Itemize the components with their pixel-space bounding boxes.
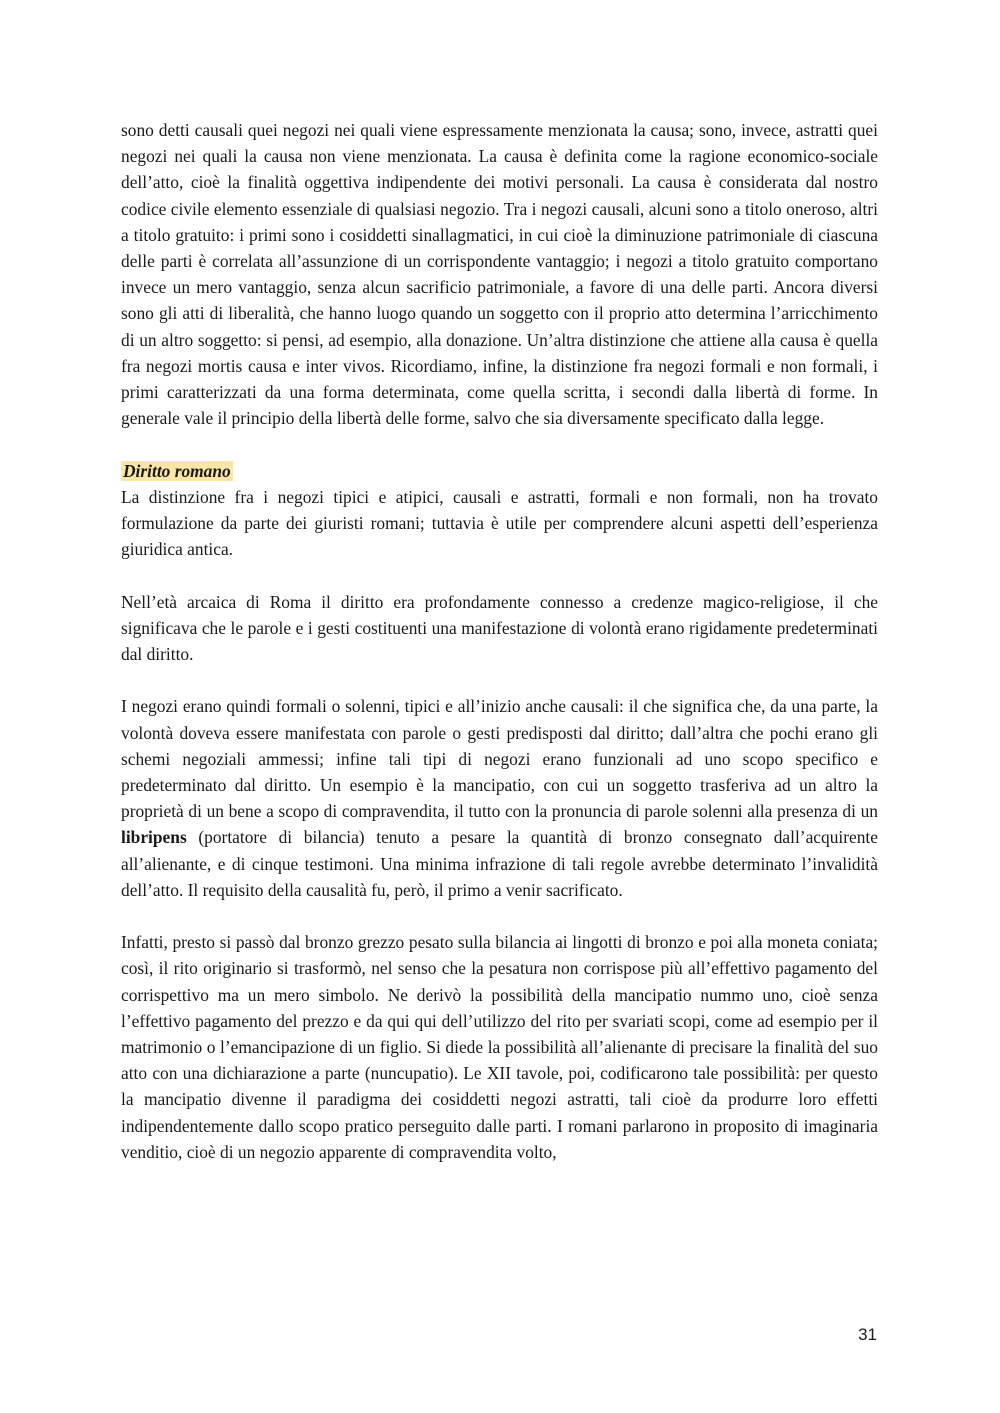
paragraph-causa: sono detti causali quei negozi nei quali viene espressamente menzionata la causa; sono, invece, astratti quei negozi nei quali la causa non viene menzionata. La causa è definita come la ragione economico-sociale dell’atto, cioè la finalità oggettiva indipendente dei motivi personali. La causa è considerata dal nostro codice civile elemento essenziale di qualsiasi negozio. Tra i negozi causali, alcuni sono a titolo oneroso, altri a titolo gratuito: i primi sono i cosiddetti sinallagmatici, in cui cioè la diminuzione patrimoniale di ciascuna delle parti è correlata all’assunzione di un corrispondente vantaggio; i negozi a titolo gratuito comportano invece un mero vantaggio, senza alcun sacrificio patrimoniale, a favore di una delle parti. Ancora diversi sono gli atti di liberalità, che hanno luogo quando un soggetto con il proprio atto determina l’arricchimento di un altro soggetto: si pensi, ad esempio, alla donazione. Un’altra distinzione che attiene alla causa è quella fra negozi mortis causa e inter vivos. Ricordiamo, infine, la distinzione fra negozi formali e non formali, i primi caratterizzati da una forma determinata, come quella scritta, i secondi dalla libertà di forme. In generale vale il principio della libertà delle forme, salvo che sia diversamente specificato dalla legge. (121, 120, 878, 429)
paragraph-moneta-coniata: Infatti, presto si passò dal bronzo grezzo pesato sulla bilancia ai lingotti di bronzo e poi alla moneta coniata; così, il rito originario si trasformò, nel senso che la pesatura non corrispose più all’effettivo pagamento del corrispettivo ma un mero simbolo. Ne derivò la possibilità della mancipatio nummo uno, cioè senza l’effettivo pagamento del prezzo e da qui qui dell’utilizzo del rito per svariati scopi, come ad esempio per il matrimonio o l’emancipazione di un figlio. Si diede la possibilità all’alienante di precisare la finalità del suo atto con una dichiarazione a parte (nuncupatio). Le XII tavole, poi, codificarono tale possibilità: per questo la mancipatio divenne il paradigma dei cosiddetti negozi astratti, tali cioè da produrre loro effetti indipendentemente dallo scopo pratico perseguito dalle parti. I romani parlarono in proposito di imaginaria venditio, cioè di un negozio apparente di compravendita volto, (121, 932, 878, 1162)
document-body (121, 117, 878, 1165)
page-number: 31 (858, 1325, 877, 1344)
paragraph-eta-arcaica: Nell’età arcaica di Roma il diritto era profondamente connesso a credenze magico-religiose, il che significava che le parole e i gesti costituenti una manifestazione di volontà erano rigidamente predeterminati dal diritto. (121, 591, 878, 665)
term-libripens: libripens (121, 827, 187, 848)
paragraph-distinzione: La distinzione fra i negozi tipici e atipici, causali e astratti, formali e non formali, non ha trovato formulazione da parte dei giuristi romani; tuttavia è utile per comprendere alcuni aspetti dell’esperienza giuridica antica. (121, 486, 878, 560)
heading-diritto-romano: Diritto romano (123, 460, 231, 481)
paragraph-negozi-formali-text-after: (portatore di bilancia) tenuto a pesare la quantità di bronzo consegnato dall’acquirente all’alienante, e di cinque testimoni. Una minima infrazione di tali regole avrebbe determinato l’invalidità dell’atto. Il requisito della causalità fu, però, il primo a venir sacrificato. (121, 827, 878, 900)
paragraph-negozi-formali-text-before: I negozi erano quindi formali o solenni, tipici e all’inizio anche causali: il che significa che, da una parte, la volontà doveva essere manifestata con parole o gesti predisposti dal diritto; dall’altra che pochi erano gli schemi negoziali ammessi; infine tali tipi di negozi erano funzionali ad uno scopo specifico e predeterminato dal diritto. Un esempio è la mancipatio, con cui un soggetto trasferiva ad un altro la proprietà di un bene a scopo di compravendita, il tutto con la pronuncia di parole solenni alla presenza di un (121, 696, 878, 822)
paragraph-negozi-formali (121, 693, 878, 903)
section-heading (121, 458, 878, 484)
